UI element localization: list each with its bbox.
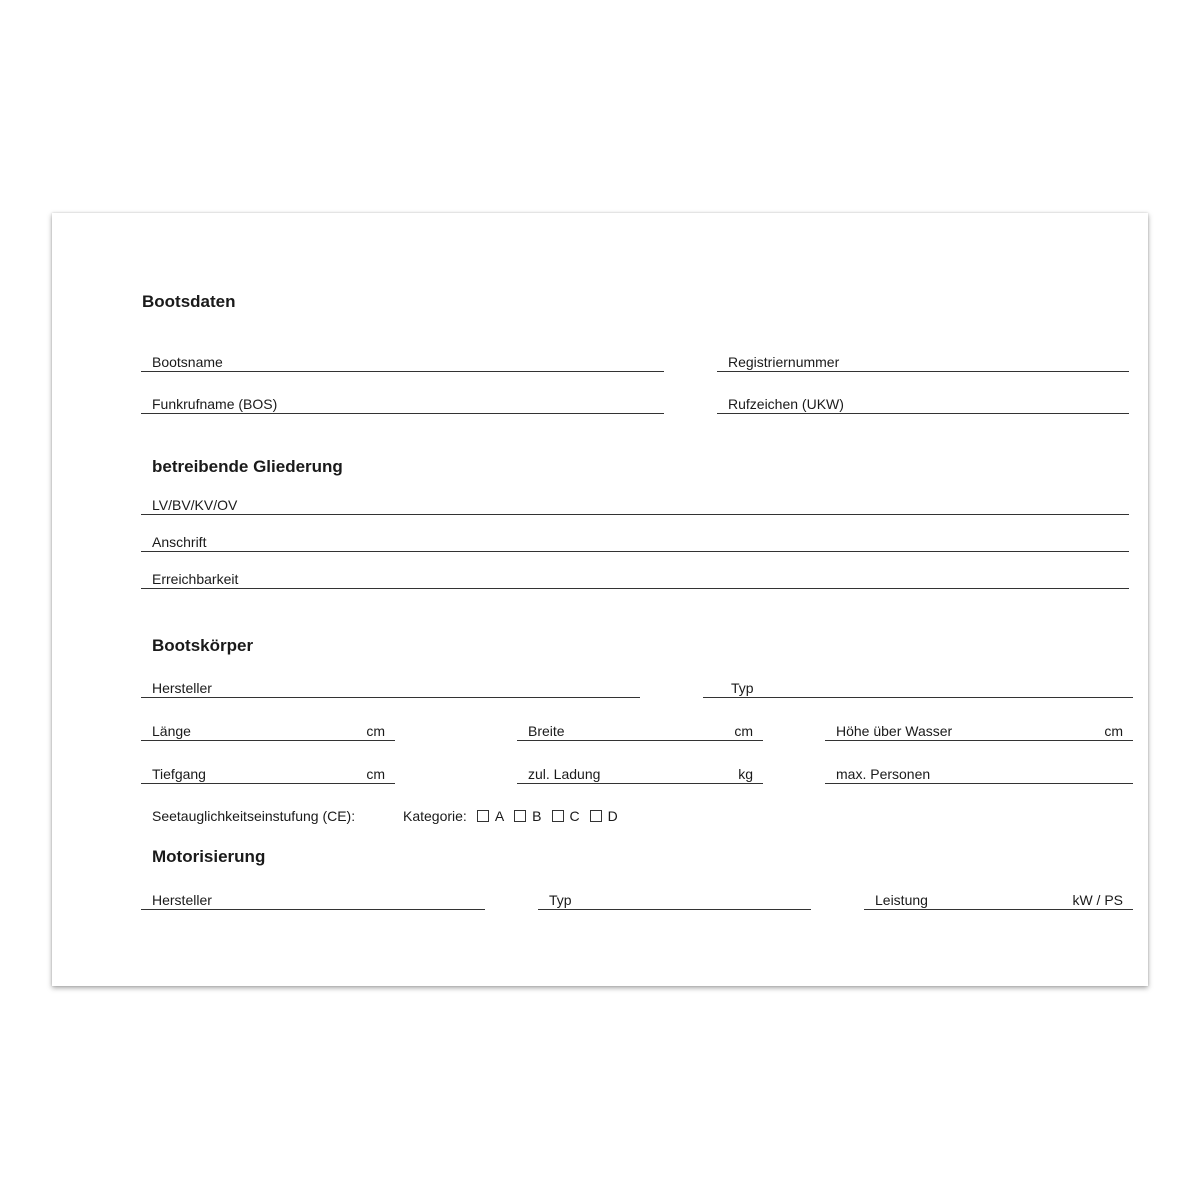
kategorie-a-label: A <box>494 808 505 824</box>
ladung-unit: kg <box>738 766 753 782</box>
hoehe-field[interactable] <box>825 720 1133 741</box>
bootsname-field[interactable] <box>141 351 664 372</box>
registriernummer-field[interactable] <box>717 351 1129 372</box>
ce-label: Seetauglichkeitseinstufung (CE): <box>152 808 356 824</box>
section-heading-bootskoerper: Bootskörper <box>152 636 254 655</box>
checkbox-a[interactable] <box>477 810 489 822</box>
anschrift-field[interactable] <box>141 531 1129 552</box>
rumpf-typ-label: Typ <box>731 680 754 696</box>
tiefgang-field[interactable] <box>141 763 395 784</box>
form-card <box>52 213 1148 986</box>
breite-field[interactable] <box>517 720 763 741</box>
kategorie-label: Kategorie: <box>403 808 467 824</box>
registriernummer-label: Registriernummer <box>728 354 840 370</box>
rumpf-hersteller-field[interactable] <box>141 677 640 698</box>
personen-field[interactable] <box>825 763 1133 784</box>
laenge-unit: cm <box>366 723 385 739</box>
section-heading-bootsdaten: Bootsdaten <box>142 292 236 311</box>
laenge-field[interactable] <box>141 720 395 741</box>
personen-label: max. Personen <box>836 766 931 782</box>
section-heading-gliederung: betreibende Gliederung <box>152 457 343 476</box>
rufzeichen-field[interactable] <box>717 393 1129 414</box>
hoehe-unit: cm <box>1104 723 1123 739</box>
section-heading-motorisierung: Motorisierung <box>152 847 266 866</box>
funkrufname-field[interactable] <box>141 393 664 414</box>
lv-bv-kv-ov-label: LV/BV/KV/OV <box>152 497 238 513</box>
breite-unit: cm <box>734 723 753 739</box>
checkbox-b[interactable] <box>514 810 526 822</box>
checkbox-c[interactable] <box>552 810 564 822</box>
bootsname-label: Bootsname <box>152 354 223 370</box>
leistung-field[interactable] <box>864 889 1133 910</box>
lv-bv-kv-ov-field[interactable] <box>141 494 1129 515</box>
kategorie-option-c[interactable] <box>552 808 580 824</box>
motor-hersteller-label: Hersteller <box>152 892 212 908</box>
erreichbarkeit-label: Erreichbarkeit <box>152 571 239 587</box>
kategorie-d-label: D <box>607 808 618 824</box>
motor-hersteller-field[interactable] <box>141 889 485 910</box>
funkrufname-label: Funkrufname (BOS) <box>152 396 278 412</box>
rufzeichen-label: Rufzeichen (UKW) <box>728 396 844 412</box>
checkbox-d[interactable] <box>590 810 602 822</box>
tiefgang-label: Tiefgang <box>152 766 206 782</box>
ladung-field[interactable] <box>517 763 763 784</box>
kategorie-b-label: B <box>532 808 542 824</box>
kategorie-option-d[interactable] <box>590 808 618 824</box>
kategorie-c-label: C <box>569 808 580 824</box>
breite-label: Breite <box>528 723 565 739</box>
leistung-label: Leistung <box>875 892 928 908</box>
hoehe-label: Höhe über Wasser <box>836 723 953 739</box>
laenge-label: Länge <box>152 723 191 739</box>
tiefgang-unit: cm <box>366 766 385 782</box>
erreichbarkeit-field[interactable] <box>141 568 1129 589</box>
motor-typ-field[interactable] <box>538 889 811 910</box>
kategorie-option-b[interactable] <box>514 808 541 824</box>
leistung-unit: kW / PS <box>1072 892 1123 908</box>
kategorie-group <box>403 808 628 824</box>
kategorie-option-a[interactable] <box>477 808 504 824</box>
rumpf-typ-field[interactable] <box>703 677 1133 698</box>
ladung-label: zul. Ladung <box>528 766 601 782</box>
motor-typ-label: Typ <box>549 892 572 908</box>
rumpf-hersteller-label: Hersteller <box>152 680 212 696</box>
anschrift-label: Anschrift <box>152 534 207 550</box>
